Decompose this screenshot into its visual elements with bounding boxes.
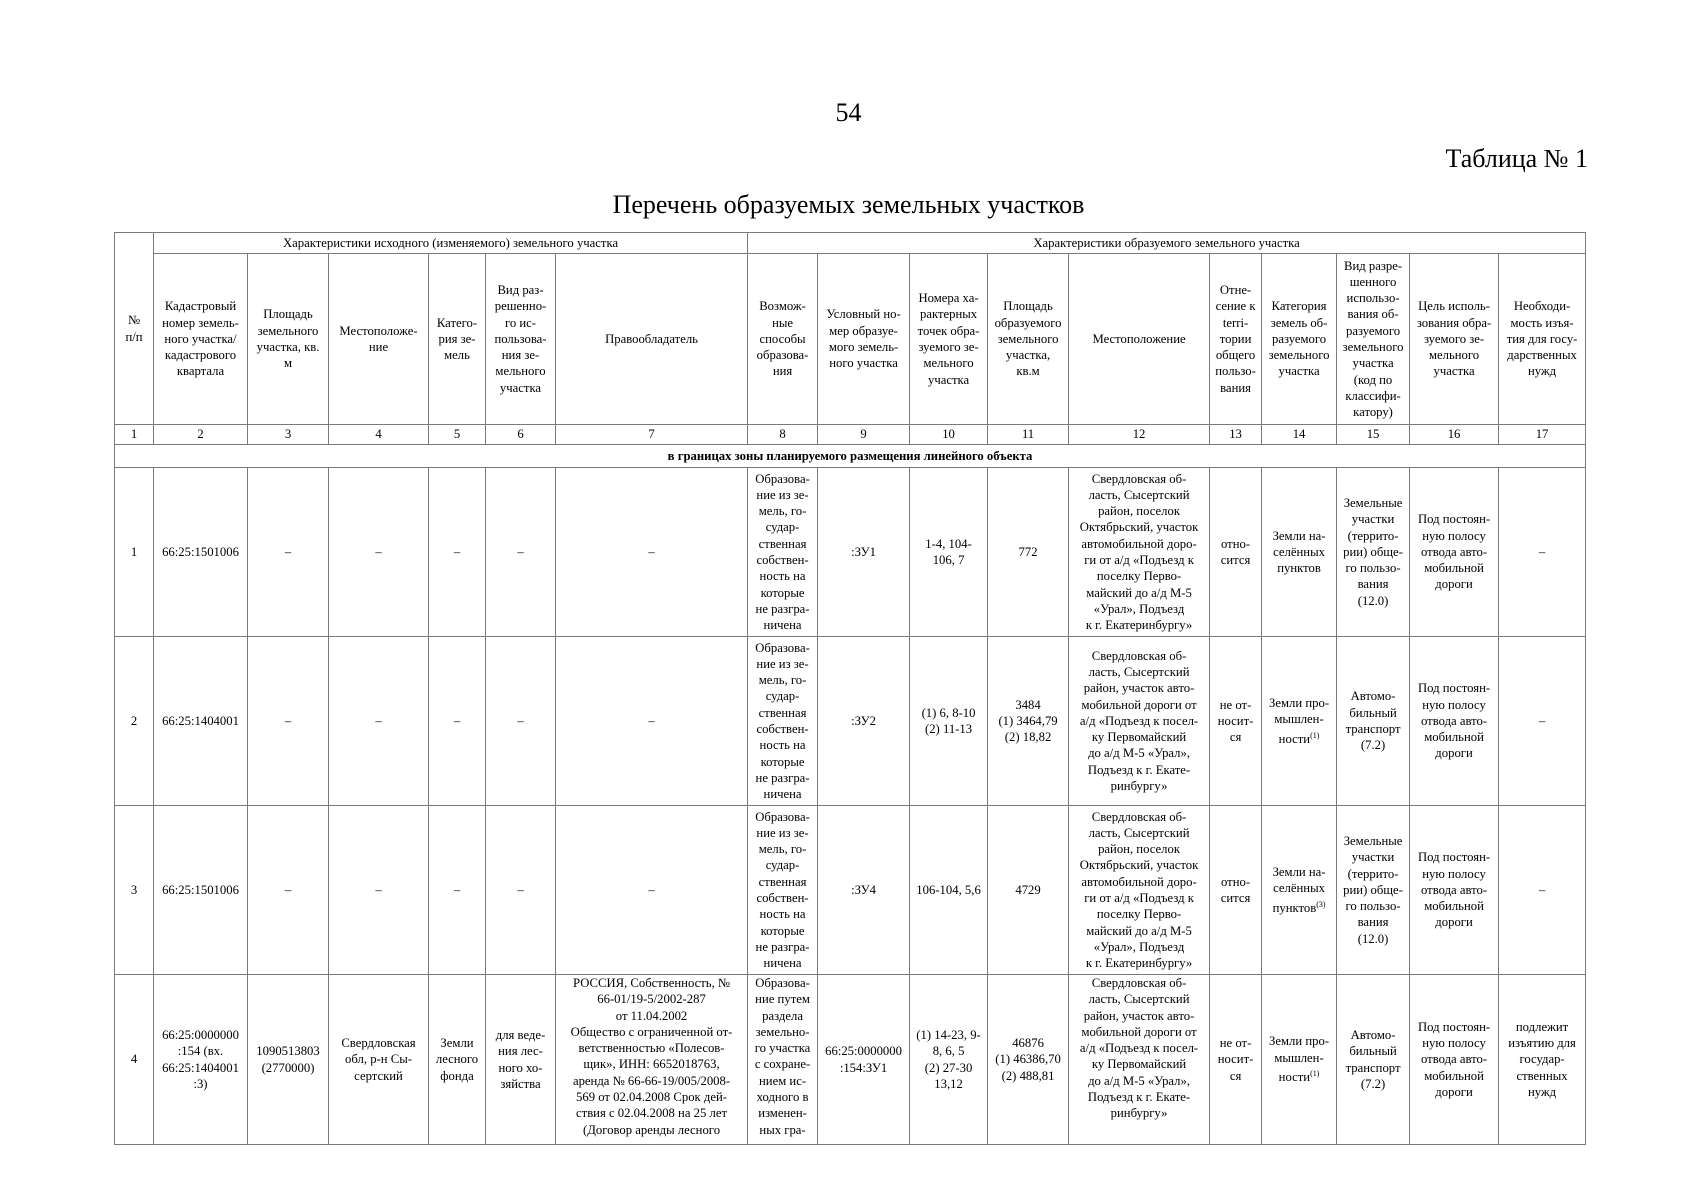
- column-number-text: 5: [453, 427, 461, 442]
- cell-points-text: (1) 14-23, 9- 8, 6, 5 (2) 27-30 13,12: [916, 1027, 981, 1091]
- cell-cadastral-text: 66:25:1501006: [162, 544, 239, 559]
- column-number: [115, 425, 154, 445]
- column-number-text: 4: [375, 427, 382, 442]
- header-col-14-text: Категория земель об- разуемого земельного участка: [1268, 299, 1330, 379]
- cell-formed-location: [1069, 637, 1210, 806]
- cell-formed-category-text: Земли про- мышлен- ности: [1269, 695, 1330, 746]
- header-col-15-text: Вид разре- шенного использо- вания об- разуемого земельного участка (код по классифи- катору): [1342, 258, 1404, 420]
- cell-n-text: 4: [130, 1052, 138, 1067]
- cell-formed-area-text: 46876 (1) 46386,70 (2) 488,81: [995, 1036, 1061, 1083]
- cell-formed-location: [1069, 806, 1210, 975]
- table-body: [115, 233, 1586, 1145]
- cell-method: [748, 468, 818, 637]
- cell-category: [429, 637, 486, 806]
- cell-formed-location-text: Свердловская об- ласть, Сысертский район, поселок Октябрьский, участок автомобильной доро- ги от а/д «Подъезд к поселку Перво- майский до а/д М-5 «Урал», Подъезд к г. Екатеринбургу»: [1079, 809, 1199, 971]
- cell-formed-area: [988, 637, 1069, 806]
- footnote-mark: (1): [1310, 1069, 1320, 1079]
- cell-formed-area-text: 772: [1018, 544, 1038, 559]
- cell-formed-location-text: Свердловская об- ласть, Сысертский район, участок авто- мобильной дороги от а/д «Подъезд к посел- ку Первомайский до а/д М-5 «Урал», Подъезд к г. Екате- ринбургу»: [1079, 648, 1199, 794]
- cell-seizure: [1499, 806, 1586, 975]
- header-group-formed-text: Характеристики образуемого земельного участка: [1033, 235, 1300, 250]
- header-col-13-text: Отне- сение к terri- тории общего пользо- вания: [1215, 282, 1256, 395]
- cell-method-text: Образова- ние из зе- мель, го- судар- ственная собствен- ность на которые не разгра- ничена: [755, 809, 810, 971]
- column-number-text: 2: [197, 427, 204, 442]
- column-number: [486, 425, 556, 445]
- column-number-text: 14: [1292, 427, 1306, 442]
- cell-formed-use-text: Земельные участки (террито- рии) обще- го пользо- вания (12.0): [1343, 833, 1403, 946]
- cell-public: [1210, 806, 1262, 975]
- column-number: [556, 425, 748, 445]
- cell-category-text: –: [453, 544, 461, 559]
- column-number-text: 12: [1132, 427, 1146, 442]
- column-number: [1210, 425, 1262, 445]
- header-col-16: [1410, 254, 1499, 425]
- cell-purpose-text: Под постоян- ную полосу отвода авто- мобильной дороги: [1417, 1019, 1491, 1099]
- cell-area: [248, 806, 329, 975]
- header-col-4-text: Местоположе- ние: [339, 323, 418, 354]
- header-col-4: [329, 254, 429, 425]
- cell-formed-use: [1337, 975, 1410, 1145]
- header-col-3: [248, 254, 329, 425]
- cell-area-text: –: [284, 882, 292, 897]
- cell-owner: [556, 806, 748, 975]
- cell-cond-num-text: 66:25:0000000 :154:ЗУ1: [825, 1044, 902, 1075]
- column-number-text: 7: [648, 427, 655, 442]
- header-col-12: [1069, 254, 1210, 425]
- header-num: [115, 233, 154, 425]
- cell-use-type: [486, 806, 556, 975]
- cell-method: [748, 806, 818, 975]
- column-number-text: 6: [517, 427, 524, 442]
- zone-caption-row: [115, 445, 1586, 468]
- cell-cond-num-text: :ЗУ4: [851, 882, 876, 897]
- cell-owner-text: –: [648, 882, 655, 897]
- column-number-text: 13: [1229, 427, 1242, 442]
- header-col-15: [1337, 254, 1410, 425]
- header-col-16-text: Цель исполь- зования обра- зуемого зе- мельного участка: [1416, 299, 1492, 379]
- document-title: Перечень образуемых земельных участков: [612, 190, 1085, 219]
- cell-formed-location: [1069, 468, 1210, 637]
- column-number-text: 10: [942, 427, 955, 442]
- cell-location: [329, 637, 429, 806]
- cell-seizure-text: –: [1538, 713, 1546, 728]
- cell-use-type-text: для веде- ния лес- ного хо- зяйства: [495, 1027, 546, 1091]
- cell-use-type: [486, 637, 556, 806]
- header-col-8-text: Возмож- ные способы образова- ния: [756, 299, 809, 379]
- cell-public-text: не от- носит- ся: [1217, 1036, 1254, 1083]
- cell-n: [115, 806, 154, 975]
- cell-use-type: [486, 975, 556, 1145]
- header-col-12-text: Местоположение: [1092, 331, 1186, 346]
- header-col-5: [429, 254, 486, 425]
- column-number: [1337, 425, 1410, 445]
- cell-area-text: 1090513803 (2770000): [256, 1044, 320, 1075]
- cell-public: [1210, 975, 1262, 1145]
- header-col-9: [818, 254, 910, 425]
- header-columns-row: [115, 254, 1586, 425]
- header-col-17-text: Необходи- мость изъя- тия для госу- дарственных нужд: [1506, 299, 1578, 379]
- column-numbers-row: [115, 425, 1586, 445]
- cell-cond-num: [818, 975, 910, 1145]
- cell-formed-use: [1337, 637, 1410, 806]
- page-number: 54: [835, 98, 862, 127]
- header-group-row: [115, 233, 1586, 254]
- cell-formed-location-text: Свердловская об- ласть, Сысертский район, поселок Октябрьский, участок автомобильной доро- ги от а/д «Подъезд к поселку Перво- майский до а/д М-5 «Урал», Подъезд к г. Екатеринбургу»: [1079, 471, 1199, 633]
- cell-public-text: не от- носит- ся: [1217, 697, 1254, 745]
- cell-purpose: [1410, 468, 1499, 637]
- cell-purpose-text: Под постоян- ную полосу отвода авто- мобильной дороги: [1417, 850, 1491, 930]
- cell-formed-area: [988, 975, 1069, 1145]
- cell-category-text: –: [453, 882, 461, 897]
- cell-method-text: Образова- ние из зе- мель, го- судар- ственная собствен- ность на которые не разгра- ничена: [755, 471, 810, 633]
- cell-seizure-text: –: [1538, 544, 1546, 559]
- header-num-text: № п/п: [125, 313, 143, 344]
- cell-cond-num: [818, 806, 910, 975]
- cell-location: [329, 975, 429, 1145]
- cell-n-text: 2: [130, 713, 138, 728]
- cell-location-text: –: [375, 544, 382, 559]
- cell-formed-category: [1262, 975, 1337, 1145]
- cell-n: [115, 637, 154, 806]
- cell-purpose: [1410, 637, 1499, 806]
- header-col-17: [1499, 254, 1586, 425]
- cell-category: [429, 468, 486, 637]
- header-col-5-text: Катего- рия зе- мель: [436, 315, 478, 363]
- header-col-6: [486, 254, 556, 425]
- cell-use-type-text: –: [517, 713, 524, 728]
- cell-public-text: отно- сится: [1220, 536, 1251, 567]
- column-number: [1410, 425, 1499, 445]
- cell-owner: [556, 975, 748, 1145]
- header-col-10-text: Номера ха- рактерных точек обра- зуемого зе- мельного участка: [917, 291, 980, 387]
- cell-formed-area-text: 4729: [1015, 882, 1041, 897]
- cell-formed-use: [1337, 468, 1410, 637]
- column-number: [248, 425, 329, 445]
- cell-cadastral: [154, 468, 248, 637]
- cell-formed-use: [1337, 806, 1410, 975]
- cell-formed-category: [1262, 637, 1337, 806]
- header-col-3-text: Площадь земельного участка, кв. м: [256, 307, 320, 371]
- cell-category: [429, 806, 486, 975]
- cell-seizure-text: –: [1538, 882, 1546, 897]
- cell-purpose-text: Под постоян- ную полосу отвода авто- мобильной дороги: [1417, 681, 1491, 761]
- cell-location-text: –: [375, 713, 382, 728]
- cell-seizure-text: подлежит изъятию для государ- ственных нужд: [1508, 1019, 1576, 1099]
- cell-location-text: –: [375, 882, 382, 897]
- table-row: [115, 975, 1586, 1145]
- column-number: [910, 425, 988, 445]
- cell-purpose-text: Под постоян- ную полосу отвода авто- мобильной дороги: [1417, 512, 1491, 592]
- cell-points-text: (1) 6, 8-10 (2) 11-13: [921, 705, 976, 736]
- header-col-6-text: Вид раз- решенно- го ис- пользова- ния зе- мельного участка: [494, 282, 547, 395]
- cell-n: [115, 975, 154, 1145]
- cell-cadastral-text: 66:25:1501006: [162, 882, 239, 897]
- cell-points-text: 1-4, 104- 106, 7: [925, 536, 972, 567]
- cell-area: [248, 637, 329, 806]
- column-number-text: 16: [1447, 427, 1461, 442]
- table-row: [115, 637, 1586, 806]
- column-number-text: 15: [1366, 427, 1380, 442]
- header-group-source-text: Характеристики исходного (изменяемого) земельного участка: [282, 235, 619, 250]
- cell-formed-use-text: Автомо- бильный транспорт (7.2): [1345, 1027, 1401, 1091]
- cell-seizure: [1499, 975, 1586, 1145]
- cell-owner-text: –: [648, 713, 655, 728]
- zone-caption-text: в границах зоны планируемого размещения линейного объекта: [667, 448, 1033, 463]
- cell-cadastral: [154, 975, 248, 1145]
- cell-formed-use-text: Земельные участки (террито- рии) обще- го пользо- вания (12.0): [1343, 495, 1403, 608]
- header-col-7: [556, 254, 748, 425]
- header-col-8: [748, 254, 818, 425]
- cell-points: [910, 975, 988, 1145]
- column-number: [748, 425, 818, 445]
- cell-location: [329, 806, 429, 975]
- header-col-7-text: Правообладатель: [605, 331, 698, 346]
- table-row: [115, 468, 1586, 637]
- cell-area: [248, 468, 329, 637]
- cell-owner-text: РОССИЯ, Собственность, № 66-01/19-5/2002-287 от 11.04.2002 Общество с ограниченной от- ветственностью «Полесов- щик», ИНН: 6652018763, аренда № 66-66-19/005/2008- 569 от 02.04.2008 Срок дей- ствия с 02.04.2008 на 25 лет (Договор аренды лесного: [570, 976, 733, 1137]
- header-col-11: [988, 254, 1069, 425]
- column-number: [1262, 425, 1337, 445]
- cell-public: [1210, 637, 1262, 806]
- cell-formed-category: [1262, 468, 1337, 637]
- column-number: [988, 425, 1069, 445]
- cell-formed-category-text: Земли про- мышлен- ности: [1269, 1034, 1330, 1085]
- header-col-10: [910, 254, 988, 425]
- cell-n: [115, 468, 154, 637]
- cell-method-text: Образова- ние из зе- мель, го- судар- ственная собствен- ность на которые не разгра- ничена: [755, 640, 810, 802]
- cell-purpose: [1410, 975, 1499, 1145]
- footnote-mark: (3): [1316, 899, 1326, 909]
- cell-formed-category: [1262, 806, 1337, 975]
- cell-n-text: 3: [130, 882, 138, 897]
- column-number-text: 8: [779, 427, 786, 442]
- cell-category-text: –: [453, 713, 461, 728]
- footnote-mark: (1): [1310, 730, 1320, 740]
- cell-cadastral: [154, 806, 248, 975]
- cell-method-text: Образова- ние путем раздела земельно- го участка с сохране- нием ис- ходного в изменен- ных гра-: [754, 976, 811, 1137]
- land-plots-table: [114, 232, 1586, 1145]
- header-col-9-text: Условный но- мер образуе- мого земель- ного участка: [826, 307, 901, 371]
- cell-formed-location: [1069, 975, 1210, 1145]
- cell-owner-text: –: [648, 544, 655, 559]
- column-number-text: 11: [1021, 427, 1035, 442]
- cell-cadastral: [154, 637, 248, 806]
- column-number-text: 3: [284, 427, 292, 442]
- zone-caption: [115, 445, 1586, 468]
- cell-use-type-text: –: [517, 544, 524, 559]
- header-col-13: [1210, 254, 1262, 425]
- column-number: [329, 425, 429, 445]
- cell-use-type: [486, 468, 556, 637]
- cell-purpose: [1410, 806, 1499, 975]
- cell-area: [248, 975, 329, 1145]
- table-row: [115, 806, 1586, 975]
- cell-points-text: 106-104, 5,6: [916, 882, 981, 897]
- header-group-formed: [748, 233, 1586, 254]
- cell-points: [910, 637, 988, 806]
- cell-formed-use-text: Автомо- бильный транспорт (7.2): [1345, 689, 1401, 753]
- cell-owner: [556, 637, 748, 806]
- cell-public-text: отно- сится: [1220, 874, 1251, 905]
- cell-method: [748, 975, 818, 1145]
- column-number-text: 1: [130, 427, 138, 442]
- column-number-text: 9: [860, 427, 867, 442]
- cell-area-text: –: [284, 544, 292, 559]
- cell-cond-num: [818, 468, 910, 637]
- column-number: [818, 425, 910, 445]
- cell-use-type-text: –: [517, 882, 524, 897]
- cell-category: [429, 975, 486, 1145]
- column-number: [1499, 425, 1586, 445]
- cell-public: [1210, 468, 1262, 637]
- cell-formed-location-text: Свердловская об- ласть, Сысертский район, участок авто- мобильной дороги от а/д «Подъезд к посел- ку Первомайский до а/д М-5 «Урал», Подъезд к г. Екате- ринбургу»: [1079, 976, 1199, 1121]
- cell-formed-area: [988, 806, 1069, 975]
- cell-cond-num: [818, 637, 910, 806]
- header-col-11-text: Площадь образуемого земельного участка, кв.м: [994, 299, 1062, 379]
- cell-location: [329, 468, 429, 637]
- column-number: [154, 425, 248, 445]
- header-group-source: [154, 233, 748, 254]
- cell-location-text: Свердловская обл, р-н Сы- сертский: [341, 1036, 416, 1083]
- cell-cond-num-text: :ЗУ2: [851, 713, 876, 728]
- cell-cadastral-text: 66:25:0000000 :154 (вх. 66:25:1404001 :3): [162, 1027, 239, 1091]
- cell-category-text: Земли лесного фонда: [435, 1036, 479, 1083]
- cell-points: [910, 468, 988, 637]
- column-number: [1069, 425, 1210, 445]
- cell-n-text: 1: [130, 544, 138, 559]
- table-label: Таблица № 1: [1445, 144, 1588, 173]
- cell-formed-area: [988, 468, 1069, 637]
- cell-formed-area-text: 3484 (1) 3464,79 (2) 18,82: [998, 697, 1058, 745]
- cell-formed-category-text: Земли на- селённых пунктов: [1272, 864, 1326, 915]
- cell-area-text: –: [284, 713, 292, 728]
- column-number-text: 17: [1535, 427, 1549, 442]
- cell-cond-num-text: :ЗУ1: [851, 544, 876, 559]
- column-number: [429, 425, 486, 445]
- cell-method: [748, 637, 818, 806]
- cell-formed-category-text: Земли на- селённых пунктов: [1272, 528, 1326, 576]
- header-col-2: [154, 254, 248, 425]
- cell-seizure: [1499, 468, 1586, 637]
- cell-cadastral-text: 66:25:1404001: [162, 713, 239, 728]
- cell-points: [910, 806, 988, 975]
- header-col-2-text: Кадастровый номер земель- ного участка/ кадастрового квартала: [162, 299, 239, 379]
- header-col-14: [1262, 254, 1337, 425]
- cell-owner: [556, 468, 748, 637]
- cell-seizure: [1499, 637, 1586, 806]
